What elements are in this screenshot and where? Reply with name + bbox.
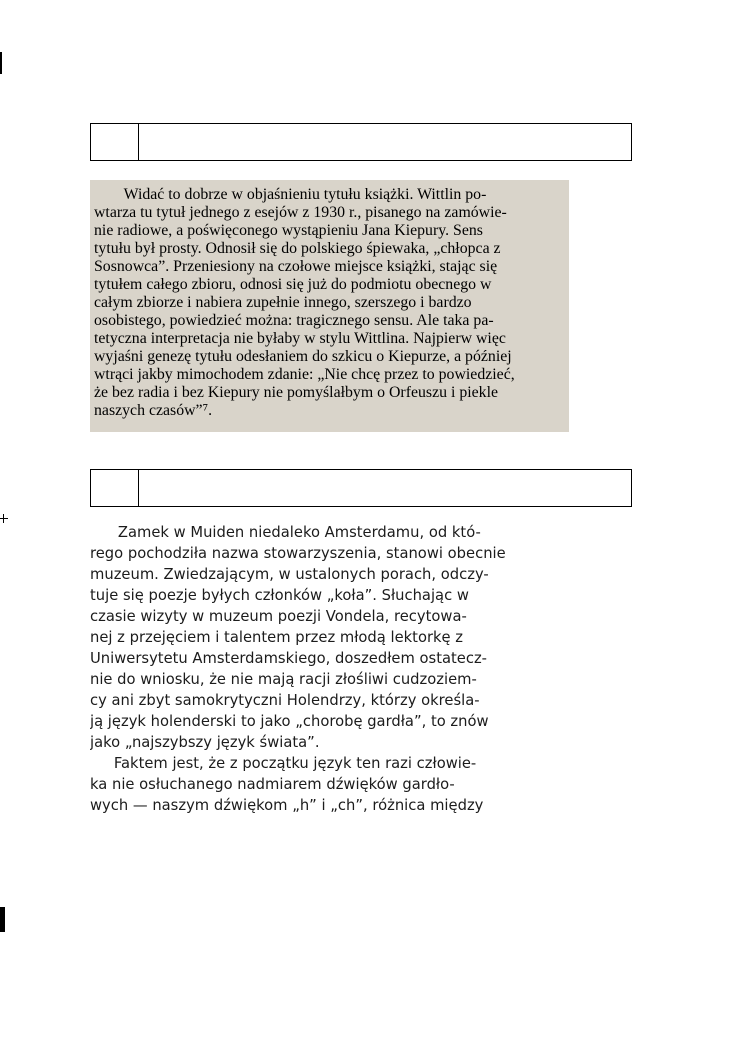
excerpt1-line: tytułu był prosty. Odnosił się do polskiego śpiewaka, „chłopca z <box>94 240 501 257</box>
excerpt1-line: Sosnowca”. Przeniesiony na czołowe miejsce książki, stając się <box>94 258 498 275</box>
excerpt1-line: całym zbiorze i nabiera zupełnie innego, szerszego i bardzo <box>94 294 472 311</box>
excerpt2-line: nie do wniosku, że nie mają racji złośliwi cudzoziem- <box>90 671 477 688</box>
excerpt1-line: osobistego, powiedzieć można: tragicznego sensu. Ale taka pa- <box>94 312 494 329</box>
excerpt-scan-2 <box>90 522 568 852</box>
excerpt2-line: rego pochodziła nazwa stowarzyszenia, stanowi obecnie <box>90 545 506 562</box>
margin-mark-middle-v <box>3 514 4 523</box>
excerpt2-line: nej z przejęciem i talentem przez młodą lektorkę z <box>90 629 464 646</box>
excerpt2-line: cy ani zbyt samokrytyczni Holendrzy, którzy określa- <box>90 692 480 709</box>
excerpt1-line: wyjaśni genezę tytułu odesłaniem do szkicu o Kiepurze, a później <box>94 348 512 365</box>
excerpt1-line: naszych czasów”⁷. <box>94 402 213 419</box>
excerpt2-line: muzeum. Zwiedzającym, w ustalonych porach, odczy- <box>90 566 489 583</box>
margin-mark-bottom <box>0 907 5 932</box>
excerpt-scan-1 <box>90 180 569 432</box>
answer-number-cell <box>91 124 139 160</box>
excerpt1-line: że bez radia i bez Kiepury nie pomyślałbym o Orfeuszu i piekle <box>94 384 499 401</box>
answer-box-2 <box>90 469 632 507</box>
answer-field[interactable] <box>139 124 631 160</box>
excerpt2-line: jako „najszybszy język świata”. <box>90 734 320 751</box>
excerpt2-line: Zamek w Muiden niedaleko Amsterdamu, od któ- <box>117 524 481 541</box>
excerpt2-line: Uniwersytetu Amsterdamskiego, doszedłem ostatecz- <box>90 650 488 667</box>
excerpt2-line: wych — naszym dźwiękom „h” i „ch”, różnica między <box>90 797 484 814</box>
excerpt1-line: wtrąci jakby mimochodem zdanie: „Nie chcę przez to powiedzieć, <box>94 366 515 383</box>
excerpt2-line: ka nie osłuchanego nadmiarem dźwięków gardło- <box>90 776 455 793</box>
excerpt1-line: tetyczna interpretacja nie byłaby w stylu Wittlina. Najpierw więc <box>94 330 506 347</box>
answer-field[interactable] <box>139 470 631 506</box>
excerpt2-line: ją język holenderski to jako „chorobę gardła”, to znów <box>90 713 489 730</box>
excerpt2-line: tuje się poezje byłych członków „koła”. Słuchając w <box>90 587 469 604</box>
excerpt2-line: czasie wizyty w muzeum poezji Vondela, recytowa- <box>90 608 467 625</box>
excerpt1-line: tytułem całego zbioru, odnosi się już do podmiotu obecnego w <box>94 276 492 293</box>
excerpt1-line: wtarza tu tytuł jednego z esejów z 1930 r., pisanego na zamówie- <box>94 204 507 221</box>
excerpt1-line: nie radiowe, a poświęconego wystąpieniu Jana Kiepury. Sens <box>94 222 483 239</box>
answer-box-1 <box>90 123 632 161</box>
margin-mark-middle <box>0 518 8 519</box>
margin-mark-top <box>0 52 2 74</box>
answer-number-cell <box>91 470 139 506</box>
excerpt1-line: Widać to dobrze w objaśnieniu tytułu książki. Wittlin po- <box>123 186 487 203</box>
excerpt2-line: Faktem jest, że z początku język ten razi człowie- <box>113 755 477 772</box>
